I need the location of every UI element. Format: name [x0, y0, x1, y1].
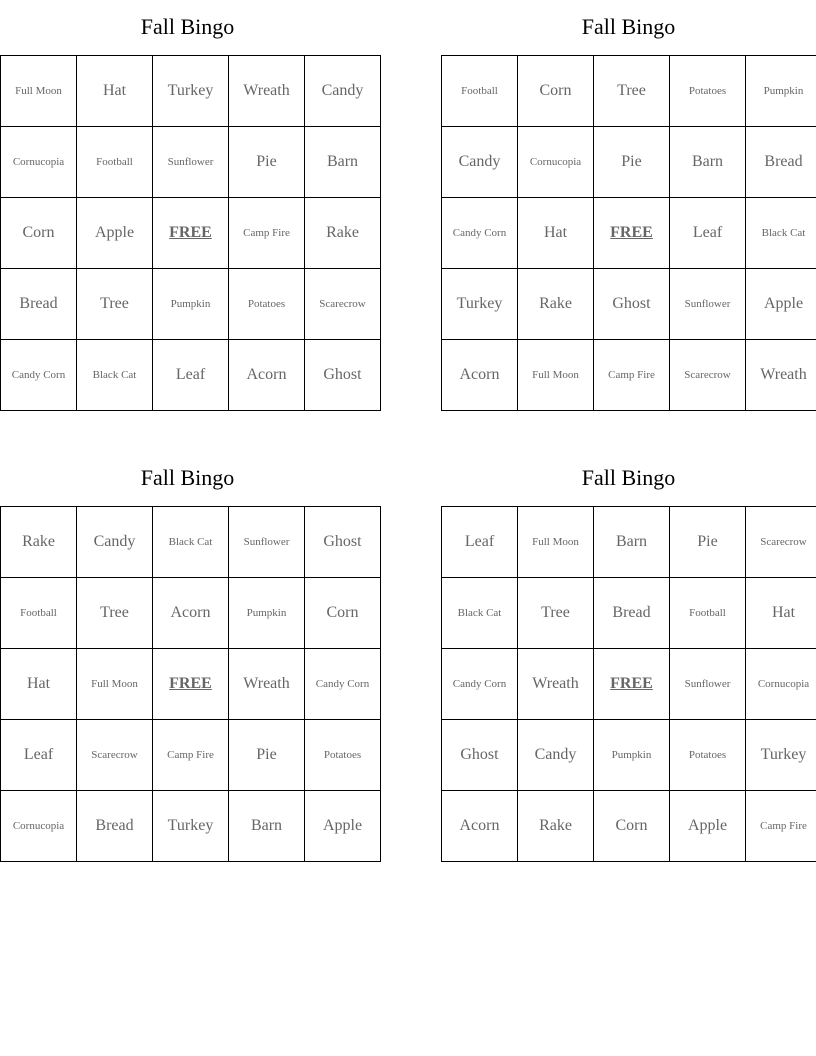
card-title: Fall Bingo [581, 465, 676, 490]
grid-cell: Cornucopia [746, 649, 816, 720]
grid-cell: Leaf [670, 198, 746, 269]
grid-cell: Potatoes [670, 720, 746, 791]
grid-cell: Wreath [746, 340, 816, 411]
grid-cell: Corn [1, 198, 77, 269]
grid-cell: Bread [594, 578, 670, 649]
grid-cell: Candy [305, 56, 381, 127]
grid-cell: Acorn [153, 578, 229, 649]
grid-cell: Turkey [746, 720, 816, 791]
grid-cell: Black Cat [153, 507, 229, 578]
grid-cell: Apple [746, 269, 816, 340]
grid-cell: Turkey [153, 56, 229, 127]
grid-row [442, 720, 816, 791]
grid-cell: Leaf [442, 507, 518, 578]
grid-cell: Acorn [229, 340, 305, 411]
grid-cell: Ghost [305, 340, 381, 411]
grid-cell: Sunflower [229, 507, 305, 578]
grid-row [1, 720, 381, 791]
grid-cell: Barn [305, 127, 381, 198]
grid-row [1, 56, 381, 127]
grid-cell: Football [442, 56, 518, 127]
grid-cell: Bread [77, 791, 153, 862]
grid-cell: Acorn [442, 340, 518, 411]
grid-cell: Scarecrow [746, 507, 816, 578]
grid-cell: Acorn [442, 791, 518, 862]
grid-cell: Candy Corn [1, 340, 77, 411]
grid-row [1, 791, 381, 862]
grid-cell: Cornucopia [1, 791, 77, 862]
grid-cell: Candy Corn [442, 198, 518, 269]
grid-row [442, 269, 816, 340]
grid-cell: Sunflower [670, 649, 746, 720]
grid-cell: Tree [518, 578, 594, 649]
grid-row [442, 578, 816, 649]
grid-cell: Ghost [594, 269, 670, 340]
grid-cell: Black Cat [746, 198, 816, 269]
grid-cell: Leaf [1, 720, 77, 791]
grid-cell: Turkey [153, 791, 229, 862]
grid-cell: Full Moon [518, 340, 594, 411]
grid-cell: Black Cat [442, 578, 518, 649]
grid-cell: Tree [77, 578, 153, 649]
grid-cell: Potatoes [305, 720, 381, 791]
bingo-grid [0, 506, 381, 862]
grid-cell: Candy [77, 507, 153, 578]
grid-cell: Sunflower [153, 127, 229, 198]
grid-row [442, 127, 816, 198]
grid-cell: Corn [518, 56, 594, 127]
grid-row [1, 507, 381, 578]
free-space: FREE [594, 198, 670, 269]
free-space: FREE [153, 649, 229, 720]
card-title: Fall Bingo [140, 465, 235, 490]
grid-cell: Potatoes [670, 56, 746, 127]
grid-cell: Corn [305, 578, 381, 649]
grid-cell: Turkey [442, 269, 518, 340]
grid-cell: Pie [229, 127, 305, 198]
grid-cell: Barn [670, 127, 746, 198]
grid-cell: Cornucopia [518, 127, 594, 198]
grid-cell: Hat [518, 198, 594, 269]
grid-cell: Hat [746, 578, 816, 649]
grid-row [442, 340, 816, 411]
grid-cell: Leaf [153, 340, 229, 411]
grid-cell: Rake [1, 507, 77, 578]
grid-row [442, 791, 816, 862]
grid-cell: Camp Fire [594, 340, 670, 411]
card-title: Fall Bingo [581, 14, 676, 39]
grid-cell: Barn [229, 791, 305, 862]
grid-cell: Full Moon [1, 56, 77, 127]
grid-cell: Black Cat [77, 340, 153, 411]
grid-cell: Cornucopia [1, 127, 77, 198]
grid-cell: Pumpkin [594, 720, 670, 791]
grid-cell: Ghost [442, 720, 518, 791]
grid-cell: Apple [305, 791, 381, 862]
grid-cell: Football [1, 578, 77, 649]
grid-cell: Candy Corn [305, 649, 381, 720]
grid-row [1, 198, 381, 269]
grid-cell: Hat [77, 56, 153, 127]
grid-cell: Rake [305, 198, 381, 269]
free-space: FREE [594, 649, 670, 720]
grid-cell: Football [670, 578, 746, 649]
grid-cell: Pie [670, 507, 746, 578]
grid-cell: Rake [518, 269, 594, 340]
grid-cell: Apple [670, 791, 746, 862]
grid-cell: Pumpkin [229, 578, 305, 649]
grid-cell: Pie [594, 127, 670, 198]
bingo-card-4 [441, 451, 816, 834]
bingo-grid [441, 55, 816, 411]
bingo-card-1 [0, 0, 375, 383]
grid-cell: Sunflower [670, 269, 746, 340]
grid-cell: Bread [746, 127, 816, 198]
grid-cell: Pie [229, 720, 305, 791]
grid-cell: Scarecrow [305, 269, 381, 340]
grid-cell: Ghost [305, 507, 381, 578]
grid-cell: Camp Fire [746, 791, 816, 862]
grid-cell: Scarecrow [77, 720, 153, 791]
grid-cell: Potatoes [229, 269, 305, 340]
grid-row [1, 578, 381, 649]
grid-cell: Corn [594, 791, 670, 862]
grid-cell: Pumpkin [153, 269, 229, 340]
grid-row [442, 198, 816, 269]
bingo-card-3 [0, 451, 375, 834]
grid-cell: Camp Fire [229, 198, 305, 269]
grid-cell: Barn [594, 507, 670, 578]
grid-cell: Candy [442, 127, 518, 198]
grid-row [1, 127, 381, 198]
grid-row [1, 340, 381, 411]
grid-cell: Tree [77, 269, 153, 340]
grid-cell: Tree [594, 56, 670, 127]
grid-cell: Wreath [518, 649, 594, 720]
bingo-grid [441, 506, 816, 862]
free-space: FREE [153, 198, 229, 269]
grid-row [442, 507, 816, 578]
grid-cell: Bread [1, 269, 77, 340]
bingo-grid [0, 55, 381, 411]
grid-cell: Wreath [229, 649, 305, 720]
grid-row [442, 56, 816, 127]
grid-cell: Camp Fire [153, 720, 229, 791]
grid-cell: Hat [1, 649, 77, 720]
grid-cell: Apple [77, 198, 153, 269]
grid-cell: Candy [518, 720, 594, 791]
grid-cell: Scarecrow [670, 340, 746, 411]
grid-cell: Pumpkin [746, 56, 816, 127]
card-title: Fall Bingo [140, 14, 235, 39]
grid-row [1, 649, 381, 720]
grid-row [1, 269, 381, 340]
grid-cell: Rake [518, 791, 594, 862]
grid-cell: Full Moon [518, 507, 594, 578]
grid-row [442, 649, 816, 720]
grid-cell: Full Moon [77, 649, 153, 720]
bingo-card-2 [441, 0, 816, 383]
grid-cell: Football [77, 127, 153, 198]
grid-cell: Candy Corn [442, 649, 518, 720]
grid-cell: Wreath [229, 56, 305, 127]
